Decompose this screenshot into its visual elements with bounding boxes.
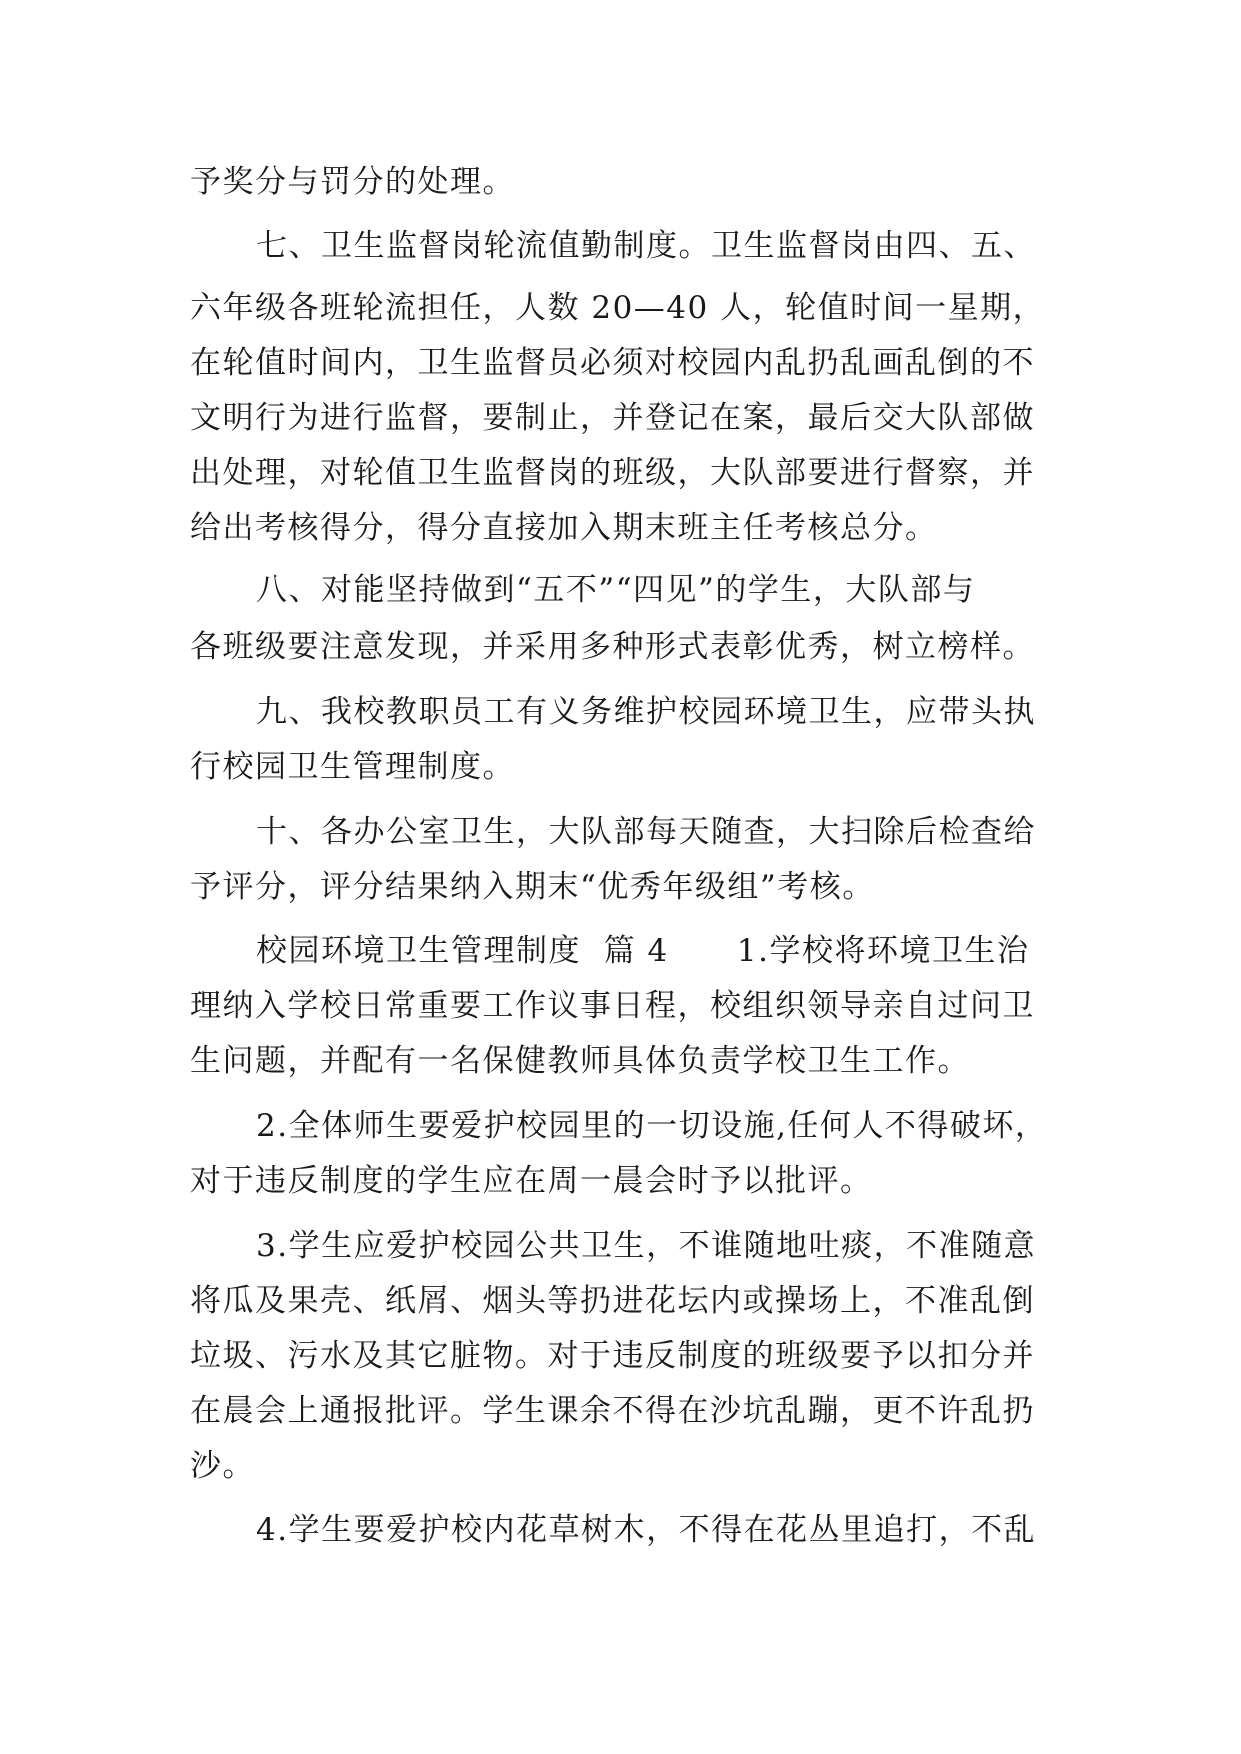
text-line: 九、我校教职员工有义务维护校园环境卫生，应带头执 [256, 694, 1036, 730]
text-line: 八、对能坚持做到“五不”“四见”的学生，大队部与 [256, 572, 976, 608]
text-line: 沙。 [190, 1448, 255, 1484]
text-line: 3.学生应爱护校园公共卫生，不谁随地吐痰，不准随意 [256, 1228, 1037, 1264]
text-line: 生问题，并配有一名保健教师具体负责学校卫生工作。 [190, 1043, 970, 1079]
text-line: 对于违反制度的学生应在周一晨会时予以批评。 [190, 1163, 873, 1199]
text-line: 十、各办公室卫生，大队部每天随查，大扫除后检查给 [256, 814, 1036, 850]
text-line: 在轮值时间内，卫生监督员必须对校园内乱扔乱画乱倒的不 [190, 345, 1035, 381]
text-line: 校园环境卫生管理制度 篇 4 1.学校将环境卫生治 [256, 933, 1030, 969]
text-line: 出处理，对轮值卫生监督岗的班级，大队部要进行督察，并 [190, 455, 1035, 491]
text-line: 理纳入学校日常重要工作议事日程，校组织领导亲自过问卫 [190, 988, 1035, 1024]
text-line: 垃圾、污水及其它脏物。对于违反制度的班级要予以扣分并 [190, 1338, 1035, 1374]
text-line: 将瓜及果壳、纸屑、烟头等扔进花坛内或操场上，不准乱倒 [190, 1283, 1035, 1319]
text-line: 文明行为进行监督，要制止，并登记在案，最后交大队部做 [190, 400, 1035, 436]
text-line: 4.学生要爱护校内花草树木，不得在花丛里追打，不乱 [256, 1512, 1037, 1548]
text-line: 七、卫生监督岗轮流值勤制度。卫生监督岗由四、五、 [256, 228, 1036, 264]
text-line: 给出考核得分，得分直接加入期末班主任考核总分。 [190, 510, 938, 546]
text-line: 六年级各班轮流担任，人数 20—40 人，轮值时间一星期， [190, 290, 1046, 326]
text-line: 行校园卫生管理制度。 [190, 749, 515, 785]
text-line: 予奖分与罚分的处理。 [190, 164, 515, 200]
text-line: 予评分，评分结果纳入期末“优秀年级组”考核。 [190, 869, 875, 905]
text-line: 各班级要注意发现，并采用多种形式表彰优秀，树立榜样。 [190, 629, 1035, 665]
text-line: 在晨会上通报批评。学生课余不得在沙坑乱蹦，更不许乱扔 [190, 1393, 1035, 1429]
text-line: 2.全体师生要爱护校园里的一切设施,任何人不得破坏， [256, 1108, 1048, 1144]
